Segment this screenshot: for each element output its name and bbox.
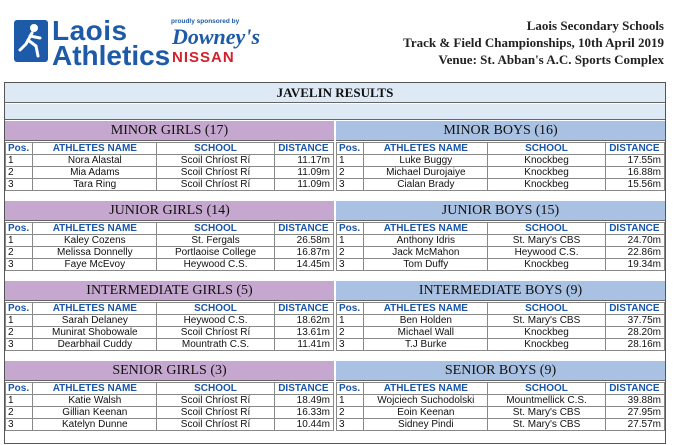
cell-pos: 2 bbox=[337, 327, 364, 339]
table-row bbox=[6, 315, 334, 327]
cell-distance: 11.17m bbox=[274, 155, 333, 167]
cell-school: Portlaoise College bbox=[157, 247, 275, 259]
cell-pos: 2 bbox=[6, 247, 33, 259]
cell-school: Heywood C.S. bbox=[157, 259, 275, 271]
page-header bbox=[0, 0, 689, 82]
column-header-school: SCHOOL bbox=[488, 143, 606, 155]
table-row bbox=[337, 167, 665, 179]
cell-pos: 1 bbox=[6, 315, 33, 327]
logo-laois-text: Laois bbox=[52, 15, 128, 46]
cell-name: Kaley Cozens bbox=[33, 235, 157, 247]
table-row bbox=[337, 155, 665, 167]
cell-school: St. Mary's CBS bbox=[488, 315, 606, 327]
table-row bbox=[337, 247, 665, 259]
cell-name: Mia Adams bbox=[33, 167, 157, 179]
table-header-row bbox=[6, 223, 334, 235]
cell-school: Mountmellick C.S. bbox=[488, 395, 606, 407]
table-row bbox=[337, 395, 665, 407]
cell-school: Scoil Chríost Rí bbox=[157, 155, 275, 167]
column-header-pos: Pos. bbox=[337, 383, 364, 395]
table-header-row bbox=[6, 303, 334, 315]
cell-school: Scoil Chríost Rí bbox=[157, 167, 275, 179]
sponsor-tagline: proudly sponsored by bbox=[171, 18, 240, 25]
cell-distance: 15.56m bbox=[605, 179, 664, 191]
blank-row bbox=[5, 104, 665, 120]
column-header-pos: Pos. bbox=[6, 223, 33, 235]
cell-name: Faye McEvoy bbox=[33, 259, 157, 271]
girls-section-title: MINOR GIRLS (17) bbox=[5, 121, 334, 141]
cell-name: Jack McMahon bbox=[364, 247, 488, 259]
cell-school: Scoil Chríost Rí bbox=[157, 407, 275, 419]
cell-pos: 2 bbox=[6, 327, 33, 339]
cell-pos: 3 bbox=[6, 179, 33, 191]
column-header-name: ATHLETES NAME bbox=[364, 303, 488, 315]
cell-name: Munirat Shobowale bbox=[33, 327, 157, 339]
table-header-row bbox=[337, 303, 665, 315]
cell-school: St. Mary's CBS bbox=[488, 419, 606, 431]
table-row bbox=[6, 419, 334, 431]
event-line-1: Laois Secondary Schools bbox=[526, 18, 664, 33]
sponsor-brand: NISSAN bbox=[172, 49, 235, 66]
cell-school: St. Mary's CBS bbox=[488, 235, 606, 247]
cell-distance: 26.58m bbox=[274, 235, 333, 247]
cell-name: Tom Duffy bbox=[364, 259, 488, 271]
cell-distance: 27.57m bbox=[605, 419, 664, 431]
column-header-school: SCHOOL bbox=[488, 383, 606, 395]
boys-section-title: SENIOR BOYS (9) bbox=[336, 361, 665, 381]
table-row bbox=[337, 327, 665, 339]
event-line-2: Track & Field Championships, 10th April 2019 bbox=[403, 35, 664, 50]
cell-school: St. Fergals bbox=[157, 235, 275, 247]
table-row bbox=[337, 315, 665, 327]
column-header-distance: DISTANCE bbox=[274, 223, 333, 235]
girls-results-table bbox=[5, 382, 334, 431]
cell-name: Nora Alastal bbox=[33, 155, 157, 167]
column-header-pos: Pos. bbox=[337, 143, 364, 155]
table-row bbox=[6, 407, 334, 419]
cell-name: Michael Wall bbox=[364, 327, 488, 339]
cell-pos: 3 bbox=[337, 179, 364, 191]
table-header-row bbox=[6, 143, 334, 155]
table-row bbox=[337, 339, 665, 351]
cell-distance: 17.55m bbox=[605, 155, 664, 167]
laois-athletics-logo bbox=[14, 15, 260, 71]
cell-pos: 1 bbox=[6, 155, 33, 167]
cell-name: T.J Burke bbox=[364, 339, 488, 351]
table-row bbox=[337, 407, 665, 419]
table-row bbox=[6, 247, 334, 259]
cell-distance: 18.62m bbox=[274, 315, 333, 327]
cell-distance: 28.20m bbox=[605, 327, 664, 339]
cell-school: Knockbeg bbox=[488, 167, 606, 179]
table-header-row bbox=[337, 143, 665, 155]
cell-name: Katie Walsh bbox=[33, 395, 157, 407]
column-header-name: ATHLETES NAME bbox=[364, 383, 488, 395]
column-header-name: ATHLETES NAME bbox=[364, 223, 488, 235]
cell-pos: 2 bbox=[6, 167, 33, 179]
cell-distance: 24.70m bbox=[605, 235, 664, 247]
boys-results-table bbox=[336, 302, 665, 351]
cell-school: St. Mary's CBS bbox=[488, 407, 606, 419]
table-row bbox=[6, 235, 334, 247]
boys-section-title: JUNIOR BOYS (15) bbox=[336, 201, 665, 221]
table-row bbox=[6, 259, 334, 271]
event-line-3: Venue: St. Abban's A.C. Sports Complex bbox=[438, 52, 664, 67]
column-header-school: SCHOOL bbox=[488, 303, 606, 315]
table-header-row bbox=[337, 223, 665, 235]
cell-name: Cialan Brady bbox=[364, 179, 488, 191]
cell-pos: 3 bbox=[337, 339, 364, 351]
table-row bbox=[6, 395, 334, 407]
table-row bbox=[6, 167, 334, 179]
event-info bbox=[403, 17, 664, 68]
cell-school: Heywood C.S. bbox=[488, 247, 606, 259]
column-header-name: ATHLETES NAME bbox=[33, 143, 157, 155]
cell-distance: 16.87m bbox=[274, 247, 333, 259]
cell-name: Ben Holden bbox=[364, 315, 488, 327]
table-row bbox=[337, 235, 665, 247]
cell-pos: 2 bbox=[6, 407, 33, 419]
column-header-name: ATHLETES NAME bbox=[364, 143, 488, 155]
cell-name: Michael Durojaiye bbox=[364, 167, 488, 179]
cell-name: Eoin Keenan bbox=[364, 407, 488, 419]
cell-name: Katelyn Dunne bbox=[33, 419, 157, 431]
cell-school: Heywood C.S. bbox=[157, 315, 275, 327]
cell-school: Scoil Chríost Rí bbox=[157, 179, 275, 191]
cell-school: Scoil Chríost Rí bbox=[157, 327, 275, 339]
table-row bbox=[6, 179, 334, 191]
athlete-figure-icon bbox=[14, 20, 48, 62]
boys-results-table bbox=[336, 382, 665, 431]
cell-distance: 28.16m bbox=[605, 339, 664, 351]
column-header-distance: DISTANCE bbox=[605, 143, 664, 155]
column-header-pos: Pos. bbox=[337, 223, 364, 235]
column-header-pos: Pos. bbox=[6, 143, 33, 155]
cell-name: Dearbhail Cuddy bbox=[33, 339, 157, 351]
column-header-distance: DISTANCE bbox=[274, 303, 333, 315]
cell-name: Luke Buggy bbox=[364, 155, 488, 167]
cell-distance: 14.45m bbox=[274, 259, 333, 271]
girls-results-table bbox=[5, 142, 334, 191]
table-row bbox=[6, 327, 334, 339]
girls-results-table bbox=[5, 302, 334, 351]
cell-name: Anthony Idris bbox=[364, 235, 488, 247]
column-header-distance: DISTANCE bbox=[605, 223, 664, 235]
cell-pos: 2 bbox=[337, 247, 364, 259]
column-header-pos: Pos. bbox=[337, 303, 364, 315]
results-title: JAVELIN RESULTS bbox=[5, 83, 665, 103]
column-header-school: SCHOOL bbox=[157, 143, 275, 155]
column-header-pos: Pos. bbox=[6, 383, 33, 395]
cell-pos: 2 bbox=[337, 407, 364, 419]
cell-name: Gillian Keenan bbox=[33, 407, 157, 419]
table-row bbox=[337, 259, 665, 271]
boys-section-title: INTERMEDIATE BOYS (9) bbox=[336, 281, 665, 301]
table-row bbox=[337, 179, 665, 191]
table-row bbox=[6, 155, 334, 167]
cell-distance: 37.75m bbox=[605, 315, 664, 327]
cell-distance: 19.34m bbox=[605, 259, 664, 271]
column-header-name: ATHLETES NAME bbox=[33, 223, 157, 235]
boys-section-title: MINOR BOYS (16) bbox=[336, 121, 665, 141]
girls-results-table bbox=[5, 222, 334, 271]
cell-distance: 16.33m bbox=[274, 407, 333, 419]
cell-pos: 3 bbox=[337, 419, 364, 431]
cell-distance: 27.95m bbox=[605, 407, 664, 419]
column-header-distance: DISTANCE bbox=[274, 143, 333, 155]
cell-pos: 1 bbox=[6, 395, 33, 407]
column-header-school: SCHOOL bbox=[488, 223, 606, 235]
cell-school: Knockbeg bbox=[488, 259, 606, 271]
column-header-distance: DISTANCE bbox=[274, 383, 333, 395]
cell-distance: 18.49m bbox=[274, 395, 333, 407]
table-row bbox=[6, 339, 334, 351]
column-header-distance: DISTANCE bbox=[605, 383, 664, 395]
cell-name: Tara Ring bbox=[33, 179, 157, 191]
column-header-pos: Pos. bbox=[6, 303, 33, 315]
results-sheet bbox=[4, 82, 666, 444]
column-header-name: ATHLETES NAME bbox=[33, 303, 157, 315]
cell-pos: 3 bbox=[6, 339, 33, 351]
cell-distance: 11.09m bbox=[274, 179, 333, 191]
cell-school: Scoil Chríost Rí bbox=[157, 395, 275, 407]
cell-distance: 13.61m bbox=[274, 327, 333, 339]
cell-pos: 1 bbox=[337, 235, 364, 247]
cell-pos: 2 bbox=[337, 167, 364, 179]
cell-pos: 1 bbox=[337, 155, 364, 167]
sponsor-name: Downey's bbox=[172, 24, 260, 49]
column-header-school: SCHOOL bbox=[157, 223, 275, 235]
cell-pos: 3 bbox=[6, 259, 33, 271]
column-header-school: SCHOOL bbox=[157, 383, 275, 395]
cell-pos: 1 bbox=[6, 235, 33, 247]
girls-section-title: SENIOR GIRLS (3) bbox=[5, 361, 334, 381]
cell-distance: 39.88m bbox=[605, 395, 664, 407]
cell-name: Sidney Pindi bbox=[364, 419, 488, 431]
table-row bbox=[337, 419, 665, 431]
cell-name: Melissa Donnelly bbox=[33, 247, 157, 259]
cell-distance: 11.09m bbox=[274, 167, 333, 179]
cell-pos: 3 bbox=[6, 419, 33, 431]
cell-pos: 1 bbox=[337, 395, 364, 407]
cell-school: Scoil Chríost Rí bbox=[157, 419, 275, 431]
girls-section-title: JUNIOR GIRLS (14) bbox=[5, 201, 334, 221]
cell-school: Knockbeg bbox=[488, 327, 606, 339]
cell-school: Knockbeg bbox=[488, 179, 606, 191]
cell-distance: 22.86m bbox=[605, 247, 664, 259]
cell-distance: 11.41m bbox=[274, 339, 333, 351]
column-header-school: SCHOOL bbox=[157, 303, 275, 315]
column-header-distance: DISTANCE bbox=[605, 303, 664, 315]
table-header-row bbox=[337, 383, 665, 395]
cell-name: Wojciech Suchodolski bbox=[364, 395, 488, 407]
cell-distance: 10.44m bbox=[274, 419, 333, 431]
cell-school: Knockbeg bbox=[488, 339, 606, 351]
cell-school: Knockbeg bbox=[488, 155, 606, 167]
boys-results-table bbox=[336, 142, 665, 191]
cell-pos: 3 bbox=[337, 259, 364, 271]
cell-pos: 1 bbox=[337, 315, 364, 327]
table-header-row bbox=[6, 383, 334, 395]
logo-athletics-text: Athletics bbox=[52, 40, 171, 71]
column-header-name: ATHLETES NAME bbox=[33, 383, 157, 395]
cell-school: Mountrath C.S. bbox=[157, 339, 275, 351]
cell-distance: 16.88m bbox=[605, 167, 664, 179]
girls-section-title: INTERMEDIATE GIRLS (5) bbox=[5, 281, 334, 301]
cell-name: Sarah Delaney bbox=[33, 315, 157, 327]
boys-results-table bbox=[336, 222, 665, 271]
